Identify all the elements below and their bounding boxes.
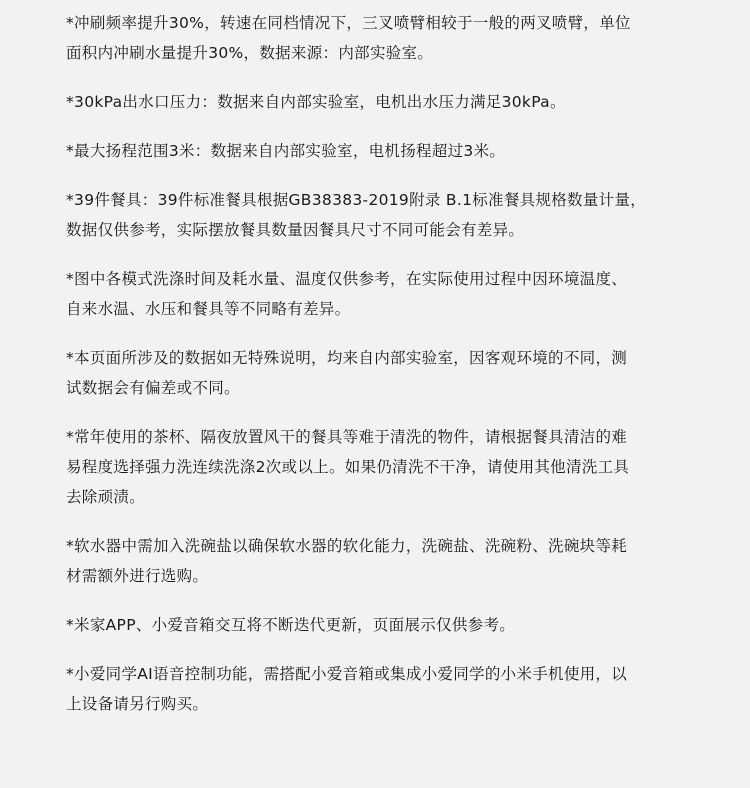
note-line: 材需额外进行选购。 (66, 567, 209, 585)
note-line: *冲刷频率提升30%，转速在同档情况下，三叉喷臂相较于一般的两叉喷臂，单位 (66, 14, 631, 32)
note-wash-time (66, 264, 712, 324)
note-spray-arm (66, 8, 712, 68)
note-line: *最大扬程范围3米：数据来自内部实验室，电机扬程超过3米。 (66, 142, 506, 160)
note-line: 面积内冲刷水量提升30%，数据来源：内部实验室。 (66, 44, 434, 62)
note-data-source (66, 343, 712, 403)
note-line: 试数据会有偏差或不同。 (66, 379, 240, 397)
note-tableware-count (66, 185, 712, 245)
note-app-updates (66, 610, 712, 640)
note-line: *米家APP、小爱音箱交互将不断迭代更新，页面展示仅供参考。 (66, 616, 516, 634)
note-line: 上设备请另行购买。 (66, 695, 209, 713)
note-line: 去除顽渍。 (66, 488, 146, 506)
note-line: *软水器中需加入洗碗盐以确保软水器的软化能力，洗碗盐、洗碗粉、洗碗块等耗 (66, 537, 628, 555)
note-line: *30kPa出水口压力：数据来自内部实验室，电机出水压力满足30kPa。 (66, 93, 566, 111)
note-water-softener (66, 531, 712, 591)
note-line: *图中各模式洗涤时间及耗水量、温度仅供参考，在实际使用过程中因环境温度、 (66, 270, 628, 288)
note-line: 自来水温、水压和餐具等不同略有差异。 (66, 300, 351, 318)
note-max-lift (66, 136, 712, 166)
note-line: *常年使用的茶杯、隔夜放置风干的餐具等难于清洗的物件，请根据餐具清洁的难 (66, 428, 628, 446)
note-stubborn-stains (66, 422, 712, 512)
note-line: *小爱同学AI语音控制功能，需搭配小爱音箱或集成小爱同学的小米手机使用，以 (66, 665, 628, 683)
note-line: 易程度选择强力洗连续洗涤2次或以上。如果仍清洗不干净，请使用其他清洗工具 (66, 458, 630, 476)
note-line: *39件餐具：39件标准餐具根据GB38383-2019附录 B.1标准餐具规格数量计量， (66, 191, 647, 209)
note-voice-control (66, 659, 712, 719)
note-line: 数据仅供参考，实际摆放餐具数量因餐具尺寸不同可能会有差异。 (66, 221, 525, 239)
note-line: *本页面所涉及的数据如无特殊说明，均来自内部实验室，因客观环境的不同，测 (66, 349, 628, 367)
note-outlet-pressure (66, 87, 712, 117)
